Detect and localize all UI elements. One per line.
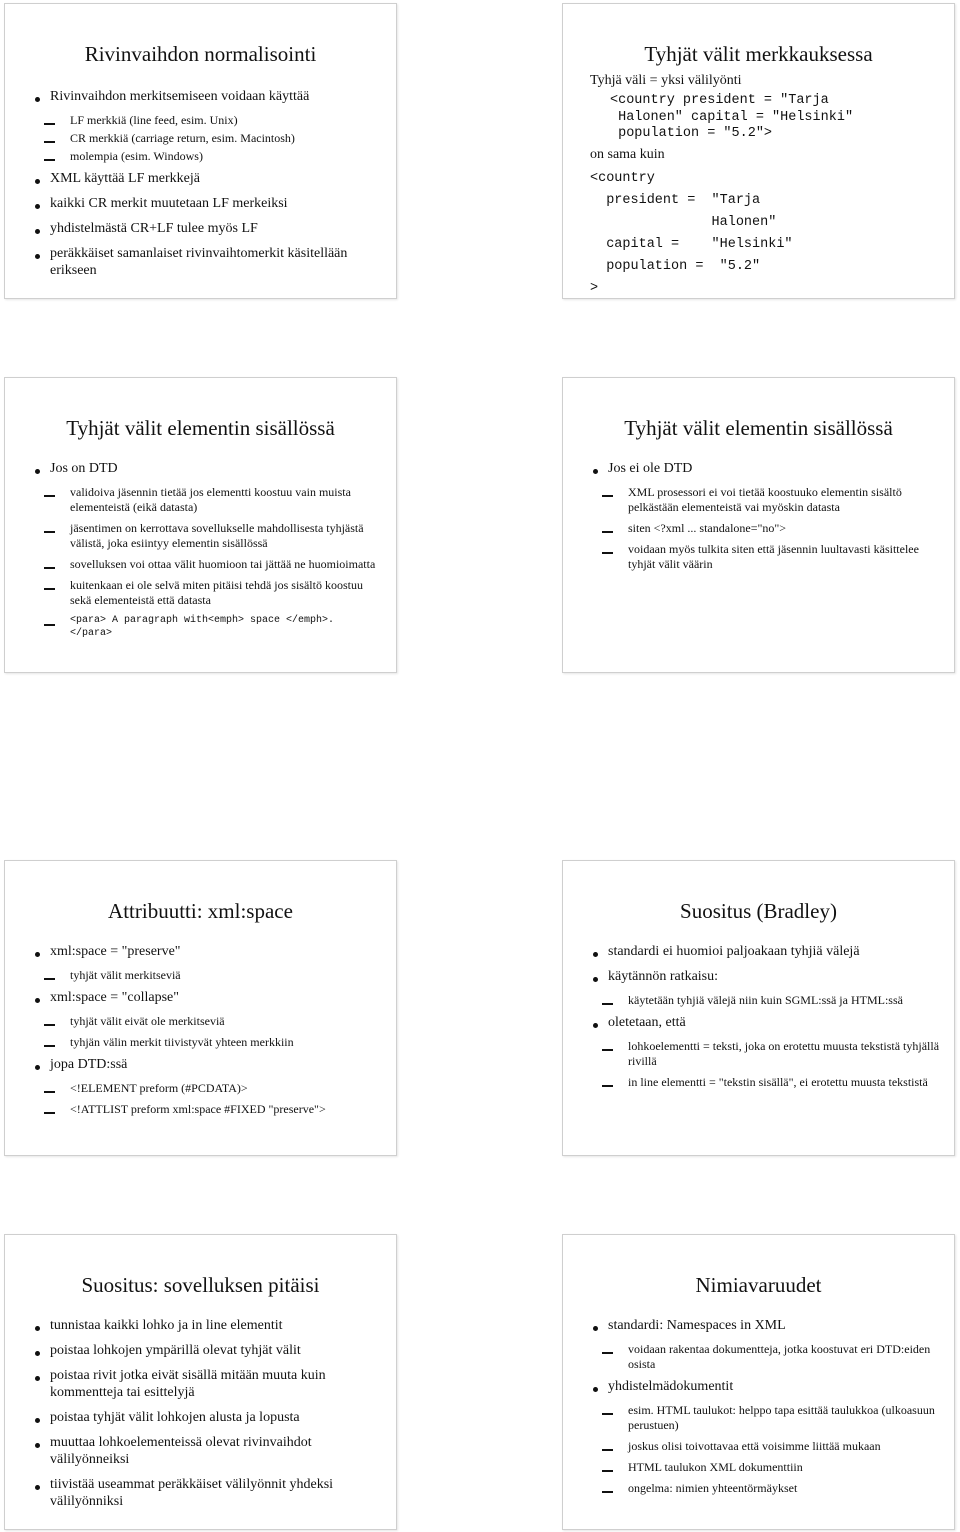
slide-title: Suositus: sovelluksen pitäisi bbox=[81, 1273, 320, 1297]
sub-bullet-item: käytetään tyhjiä välejä niin kuin SGML:ssä ja HTML:ssä bbox=[591, 993, 944, 1008]
slide-body bbox=[591, 460, 944, 578]
bullet-item: oletetaan, että bbox=[591, 1014, 944, 1031]
slide-suositus-bradley bbox=[562, 860, 955, 1156]
sub-bullet-item: <!ATTLIST preform xml:space #FIXED "preserve"> bbox=[33, 1102, 386, 1117]
slide-xml-space bbox=[4, 860, 397, 1156]
text-line: Tyhjä väli = yksi välilyönti bbox=[590, 73, 742, 88]
sub-bullet-item: sovelluksen voi ottaa välit huomioon tai jättää ne huomioimatta bbox=[33, 557, 386, 572]
sub-bullet-item: voidaan rakentaa dokumentteja, jotka koostuvat eri DTD:eiden osista bbox=[591, 1342, 944, 1372]
slide-body bbox=[33, 943, 386, 1123]
sub-bullet-item: jäsentimen on kerrottava sovellukselle mahdollisesta tyhjästä välistä, joka esiintyy elementin sisällössä bbox=[33, 521, 386, 551]
sub-bullet-item: in line elementti = "tekstin sisällä", ei erotettu muusta tekstistä bbox=[591, 1075, 944, 1090]
slide-tyhjat-valit-ei-dtd bbox=[562, 377, 955, 673]
slide-title: Suositus (Bradley) bbox=[680, 899, 837, 923]
sub-bullet-item: siten <?xml ... standalone="no"> bbox=[591, 521, 944, 536]
sub-bullet-item: tyhjän välin merkit tiivistyvät yhteen merkkiin bbox=[33, 1035, 386, 1050]
bullet-item: xml:space = "preserve" bbox=[33, 943, 386, 960]
slide-nimiavaruudet bbox=[562, 1234, 955, 1530]
sub-bullet-item: tyhjät välit eivät ole merkitseviä bbox=[33, 1014, 386, 1029]
sub-bullet-item: kuitenkaan ei ole selvä miten pitäisi tehdä jos sisältö koostuu sekä elementeistä että datasta bbox=[33, 578, 386, 608]
sub-bullet-item: HTML taulukon XML dokumenttiin bbox=[591, 1460, 944, 1475]
bullet-item: jopa DTD:ssä bbox=[33, 1056, 386, 1073]
slide-tyhjat-valit-merkkauksessa bbox=[562, 3, 955, 299]
sub-bullet-item: lohkoelementti = teksti, joka on erotettu muusta tekstistä tyhjällä rivillä bbox=[591, 1039, 944, 1069]
slide-suositus-sovellus bbox=[4, 1234, 397, 1530]
bullet-item: XML käyttää LF merkkejä bbox=[33, 170, 386, 187]
bullet-item: Rivinvaihdon merkitsemiseen voidaan käyttää bbox=[33, 88, 386, 105]
slide-title: Tyhjät välit elementin sisällössä bbox=[624, 416, 893, 440]
bullet-item: käytännön ratkaisu: bbox=[591, 968, 944, 985]
sub-bullet-item: molempia (esim. Windows) bbox=[33, 149, 386, 164]
bullet-item: Jos ei ole DTD bbox=[591, 460, 944, 477]
bullet-item: tiivistää useammat peräkkäiset välilyönnit yhdeksi välilyönniksi bbox=[33, 1476, 386, 1510]
sub-bullet-item: voidaan myös tulkita siten että jäsennin luultavasti käsittelee tyhjät välit väärin bbox=[591, 542, 944, 572]
bullet-item: poistaa lohkojen ympärillä olevat tyhjät välit bbox=[33, 1342, 386, 1359]
slide-body bbox=[591, 1317, 944, 1502]
slide-body bbox=[33, 88, 386, 287]
sub-bullet-item: CR merkkiä (carriage return, esim. Macintosh) bbox=[33, 131, 386, 146]
bullet-item: xml:space = "collapse" bbox=[33, 989, 386, 1006]
slide-body bbox=[33, 1317, 386, 1518]
sub-bullet-item: esim. HTML taulukot: helppo tapa esittää taulukkoa (ulkoasuun perustuen) bbox=[591, 1403, 944, 1433]
code-sub-item: <para> A paragraph with<emph> space </emph>. </para> bbox=[33, 614, 386, 640]
code-block: <country president = "Tarja Halonen" capital = "Helsinki" population = "5.2"> bbox=[610, 93, 854, 141]
sub-bullet-item: ongelma: nimien yhteentörmäykset bbox=[591, 1481, 944, 1496]
sub-bullet-item: tyhjät välit merkitseviä bbox=[33, 968, 386, 983]
sub-bullet-item: validoiva jäsennin tietää jos elementti koostuu vain muista elementeistä (eikä datasta) bbox=[33, 485, 386, 515]
sub-bullet-item: <!ELEMENT preform (#PCDATA)> bbox=[33, 1081, 386, 1096]
code-block: <country president = "Tarja Halonen" capital = "Helsinki" population = "5.2" > bbox=[590, 170, 793, 296]
slide-title: Rivinvaihdon normalisointi bbox=[84, 42, 317, 66]
sub-bullet-item: LF merkkiä (line feed, esim. Unix) bbox=[33, 113, 386, 128]
bullet-item: standardi: Namespaces in XML bbox=[591, 1317, 944, 1334]
bullet-item: kaikki CR merkit muutetaan LF merkeiksi bbox=[33, 195, 386, 212]
slide-rivinvaihdon-normalisointi bbox=[4, 3, 397, 299]
bullet-item: standardi ei huomioi paljoakaan tyhjiä välejä bbox=[591, 943, 944, 960]
slide-body bbox=[591, 943, 944, 1096]
bullet-item: poistaa tyhjät välit lohkojen alusta ja lopusta bbox=[33, 1409, 386, 1426]
slide-title: Tyhjät välit merkkauksessa bbox=[644, 42, 873, 66]
sub-bullet-item: XML prosessori ei voi tietää koostuuko elementin sisältö pelkästään elementeistä vai myöskin datasta bbox=[591, 485, 944, 515]
slide-title: Nimiavaruudet bbox=[695, 1273, 822, 1297]
bullet-item: poistaa rivit jotka eivät sisällä mitään muuta kuin kommentteja tai esittelyjä bbox=[33, 1367, 386, 1401]
bullet-item: Jos on DTD bbox=[33, 460, 386, 477]
slide-title: Attribuutti: xml:space bbox=[108, 899, 293, 923]
sub-bullet-item: joskus olisi toivottavaa että voisimme liittää mukaan bbox=[591, 1439, 944, 1454]
slide-tyhjat-valit-dtd bbox=[4, 377, 397, 673]
bullet-item: yhdistelmädokumentit bbox=[591, 1378, 944, 1395]
slide-title: Tyhjät välit elementin sisällössä bbox=[66, 416, 335, 440]
bullet-item: peräkkäiset samanlaiset rivinvaihtomerkit käsitellään erikseen bbox=[33, 245, 386, 279]
slide-body bbox=[33, 460, 386, 646]
bullet-item: muuttaa lohkoelementeissä olevat rivinvaihdot välilyönneiksi bbox=[33, 1434, 386, 1468]
bullet-item: tunnistaa kaikki lohko ja in line elementit bbox=[33, 1317, 386, 1334]
text-line: on sama kuin bbox=[590, 146, 665, 162]
bullet-item: yhdistelmästä CR+LF tulee myös LF bbox=[33, 220, 386, 237]
slide-body bbox=[590, 72, 944, 299]
